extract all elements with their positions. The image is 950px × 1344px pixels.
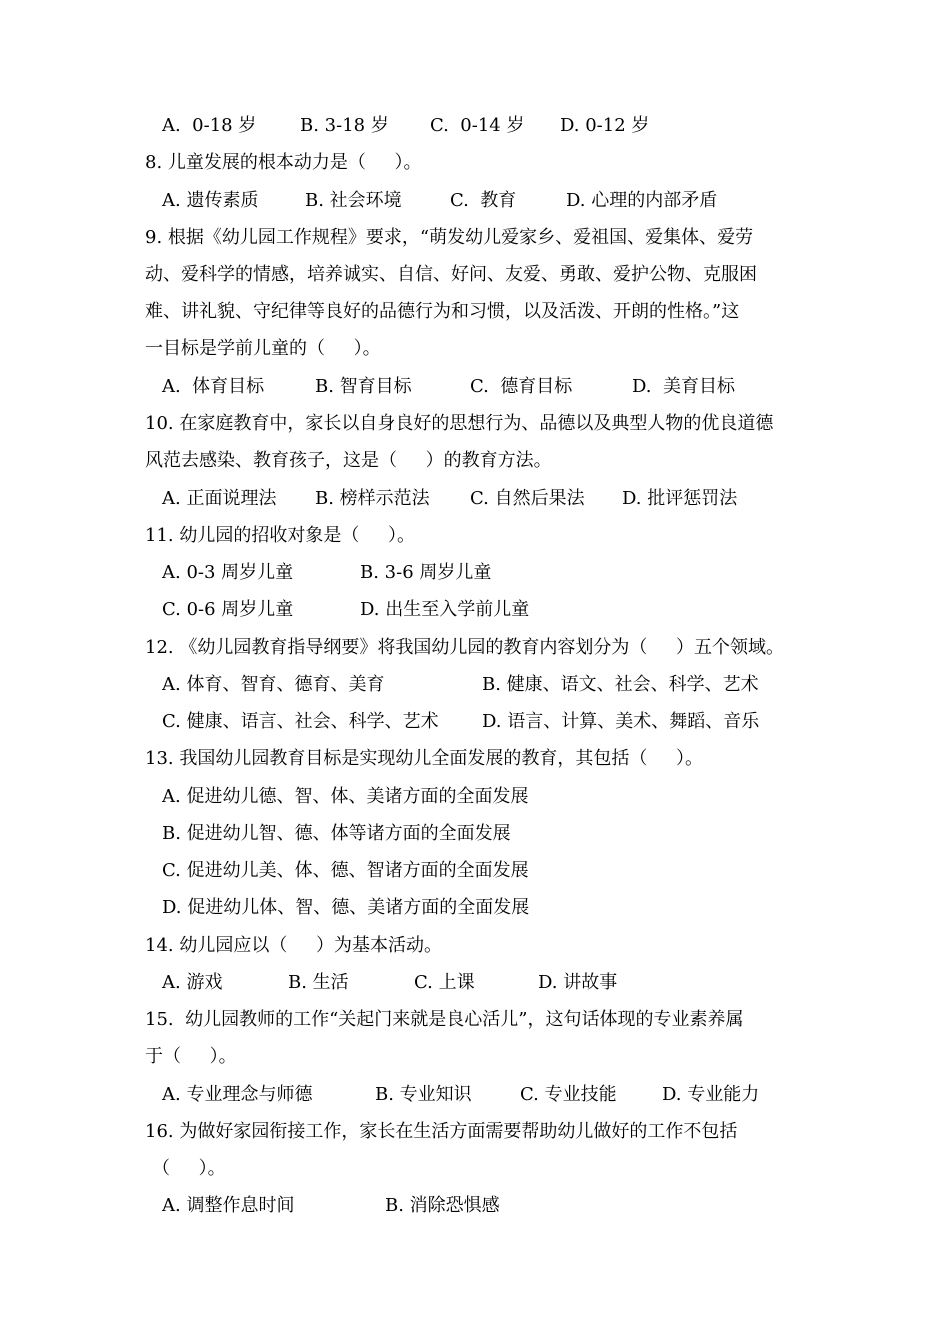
q14-option-c: C. 上课 [414,972,475,993]
q11-option-d: D. 出生至入学前儿童 [360,599,530,620]
q10-option-b: B. 榜样示范法 [315,488,430,509]
q15-option-c: C. 专业技能 [520,1084,617,1105]
q8-option-c: C. 教育 [450,190,517,211]
q11-option-c: C. 0-6 周岁儿童 [162,599,294,620]
q9-stem-line-1: 9. 根据《幼儿园工作规程》要求，“萌发幼儿爱家乡、爱祖国、爱集体、爱劳 [145,227,754,248]
q12-option-b: B. 健康、语文、社会、科学、艺术 [482,674,759,695]
q9-stem-line-3: 难、讲礼貌、守纪律等良好的品德行为和习惯，以及活泼、开朗的性格。”这 [145,301,740,322]
q9-option-c: C. 德育目标 [470,376,573,397]
q8-option-b: B. 社会环境 [305,190,402,211]
q13-option-c: C. 促进幼儿美、体、德、智诸方面的全面发展 [162,860,529,881]
q15-option-a: A. 专业理念与师德 [162,1084,313,1105]
q7-option-c: C. 0-14 岁 [430,115,525,136]
q10-option-c: C. 自然后果法 [470,488,585,509]
q10-option-d: D. 批评惩罚法 [622,488,738,509]
q11-option-b: B. 3-6 周岁儿童 [360,562,492,583]
q15-stem-line-2: 于（ ）。 [145,1046,237,1067]
q9-option-a: A. 体育目标 [162,376,265,397]
q10-stem-line-1: 10. 在家庭教育中，家长以自身良好的思想行为、品德以及典型人物的优良道德 [145,413,774,434]
q10-option-a: A. 正面说理法 [162,488,277,509]
q8-stem: 8. 儿童发展的根本动力是（ ）。 [145,152,422,173]
q13-stem: 13. 我国幼儿园教育目标是实现幼儿全面发展的教育，其包括（ ）。 [145,748,703,769]
q13-option-b: B. 促进幼儿智、德、体等诸方面的全面发展 [162,823,511,844]
q13-option-d: D. 促进幼儿体、智、德、美诸方面的全面发展 [162,897,530,918]
q7-option-a: A. 0-18 岁 [162,115,257,136]
q15-stem-line-1: 15. 幼儿园教师的工作“关起门来就是良心活儿”，这句话体现的专业素养属 [145,1009,744,1030]
q12-option-c: C. 健康、语言、社会、科学、艺术 [162,711,439,732]
q16-option-a: A. 调整作息时间 [162,1195,295,1216]
q16-stem-line-1: 16. 为做好家园衔接工作，家长在生活方面需要帮助幼儿做好的工作不包括 [145,1121,738,1142]
q14-stem: 14. 幼儿园应以（ ）为基本活动。 [145,935,442,956]
q8-option-a: A. 遗传素质 [162,190,259,211]
q16-stem-line-2: （ ）。 [152,1158,226,1179]
q13-option-a: A. 促进幼儿德、智、体、美诸方面的全面发展 [162,786,529,807]
q12-option-a: A. 体育、智育、德育、美育 [162,674,385,695]
q9-option-b: B. 智育目标 [315,376,412,397]
q11-stem: 11. 幼儿园的招收对象是（ ）。 [145,525,415,546]
q7-option-d: D. 0-12 岁 [560,115,650,136]
q9-option-d: D. 美育目标 [632,376,735,397]
q14-option-a: A. 游戏 [162,972,223,993]
q15-option-d: D. 专业能力 [662,1084,760,1105]
q9-stem-line-4: 一目标是学前儿童的（ ）。 [145,338,381,359]
q10-stem-line-2: 风范去感染、教育孩子，这是（ ）的教育方法。 [145,450,552,471]
q9-stem-line-2: 动、爱科学的情感，培养诚实、自信、好问、友爱、勇敢、爱护公物、克服困 [145,264,757,285]
q15-option-b: B. 专业知识 [375,1084,472,1105]
q8-option-d: D. 心理的内部矛盾 [566,190,718,211]
q11-option-a: A. 0-3 周岁儿童 [162,562,294,583]
q12-option-d: D. 语言、计算、美术、舞蹈、音乐 [482,711,760,732]
q14-option-b: B. 生活 [288,972,349,993]
q14-option-d: D. 讲故事 [538,972,618,993]
q12-stem: 12. 《幼儿园教育指导纲要》将我国幼儿园的教育内容划分为（ ）五个领域。 [145,637,784,658]
q7-option-b: B. 3-18 岁 [300,115,389,136]
q16-option-b: B. 消除恐惧感 [385,1195,500,1216]
